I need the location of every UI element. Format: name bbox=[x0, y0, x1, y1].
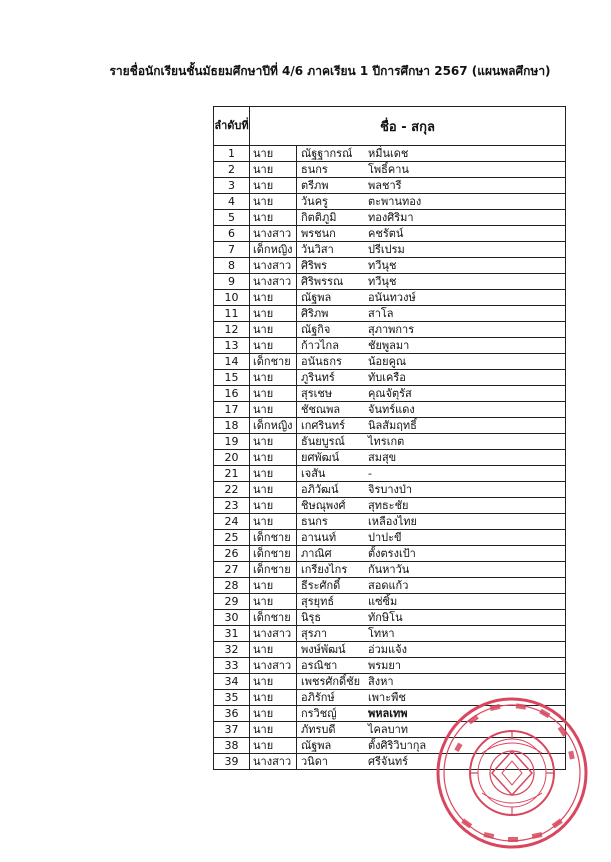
first-name: ยศพัฒน์ bbox=[301, 451, 340, 464]
first-name: อรณิชา bbox=[301, 659, 338, 672]
roster-body bbox=[214, 146, 566, 770]
table-row bbox=[214, 226, 566, 242]
last-name: จันทร์แดง bbox=[368, 403, 415, 416]
row-number: 24 bbox=[214, 514, 250, 530]
first-name: สุรเชษ bbox=[301, 387, 333, 400]
name-prefix: นาย bbox=[250, 370, 297, 386]
row-number: 7 bbox=[214, 242, 250, 258]
row-number: 21 bbox=[214, 466, 250, 482]
last-name: ทวีนุช bbox=[368, 275, 397, 288]
full-name-cell bbox=[297, 322, 566, 338]
row-number: 39 bbox=[214, 754, 250, 770]
full-name-cell bbox=[297, 274, 566, 290]
table-row bbox=[214, 178, 566, 194]
table-row bbox=[214, 434, 566, 450]
last-name: ทวีนุช bbox=[368, 259, 397, 272]
first-name: เพชรศักดิ์ชัย bbox=[301, 675, 361, 688]
table-row bbox=[214, 514, 566, 530]
row-number: 31 bbox=[214, 626, 250, 642]
first-name: เกศรินทร์ bbox=[301, 419, 345, 432]
last-name: สุทธะชัย bbox=[368, 499, 409, 512]
name-prefix: นาย bbox=[250, 402, 297, 418]
full-name-cell bbox=[297, 498, 566, 514]
full-name-cell bbox=[297, 370, 566, 386]
last-name: ชัยพูลมา bbox=[368, 339, 410, 352]
full-name-cell bbox=[297, 434, 566, 450]
name-prefix: นาย bbox=[250, 290, 297, 306]
name-prefix: เด็กหญิง bbox=[250, 242, 297, 258]
full-name-cell bbox=[297, 306, 566, 322]
last-name: เหลืองไทย bbox=[368, 515, 417, 528]
full-name-cell bbox=[297, 354, 566, 370]
last-name: คุณจัตุรัส bbox=[368, 387, 412, 400]
table-row bbox=[214, 658, 566, 674]
first-name: วันครู bbox=[301, 195, 328, 208]
last-name: พรมยา bbox=[368, 659, 402, 672]
full-name-cell bbox=[297, 626, 566, 642]
row-number: 28 bbox=[214, 578, 250, 594]
last-name: ศรีจันทร์ bbox=[368, 755, 409, 768]
last-name: - bbox=[368, 467, 372, 480]
last-name: สิงหา bbox=[368, 675, 394, 688]
name-prefix: นาย bbox=[250, 498, 297, 514]
first-name: ธีระศักดิ์ bbox=[301, 579, 341, 592]
name-prefix: นาย bbox=[250, 306, 297, 322]
last-name: ตะพานทอง bbox=[368, 195, 422, 208]
last-name: ไคลบาท bbox=[368, 723, 409, 736]
last-name: ปาปะขี bbox=[368, 531, 402, 544]
table-row bbox=[214, 386, 566, 402]
first-name: พรชนก bbox=[301, 227, 336, 240]
row-number: 17 bbox=[214, 402, 250, 418]
name-prefix: นาย bbox=[250, 594, 297, 610]
row-number: 35 bbox=[214, 690, 250, 706]
row-number: 2 bbox=[214, 162, 250, 178]
name-prefix: นาย bbox=[250, 642, 297, 658]
first-name: วันวิสา bbox=[301, 243, 334, 256]
first-name: พงษ์พัฒน์ bbox=[301, 643, 346, 656]
row-number: 33 bbox=[214, 658, 250, 674]
table-row bbox=[214, 402, 566, 418]
name-prefix: นางสาว bbox=[250, 754, 297, 770]
last-name: ทองศิริมา bbox=[368, 211, 414, 224]
row-number: 10 bbox=[214, 290, 250, 306]
last-name: ไทรเกต bbox=[368, 435, 405, 448]
full-name-cell bbox=[297, 642, 566, 658]
last-name: โทหา bbox=[368, 627, 395, 640]
row-number: 32 bbox=[214, 642, 250, 658]
last-name: สุภาพการ bbox=[368, 323, 415, 336]
row-number: 19 bbox=[214, 434, 250, 450]
first-name: ธันยบูรณ์ bbox=[301, 435, 345, 448]
row-number: 1 bbox=[214, 146, 250, 162]
first-name: ณัฐพล bbox=[301, 739, 332, 752]
row-number: 18 bbox=[214, 418, 250, 434]
row-number: 5 bbox=[214, 210, 250, 226]
last-name: ตั้งตรงเป้า bbox=[368, 547, 416, 560]
row-number: 22 bbox=[214, 482, 250, 498]
first-name: ภูรินทร์ bbox=[301, 371, 335, 384]
name-prefix: นาย bbox=[250, 690, 297, 706]
full-name-cell bbox=[297, 402, 566, 418]
full-name-cell bbox=[297, 242, 566, 258]
row-number: 15 bbox=[214, 370, 250, 386]
full-name-cell bbox=[297, 258, 566, 274]
table-row bbox=[214, 370, 566, 386]
name-prefix: นางสาว bbox=[250, 626, 297, 642]
row-number: 37 bbox=[214, 722, 250, 738]
first-name: ชัชณพล bbox=[301, 403, 341, 416]
first-name: ภัทรบดี bbox=[301, 723, 336, 736]
first-name: เกรียงไกร bbox=[301, 563, 348, 576]
row-number: 23 bbox=[214, 498, 250, 514]
student-roster-table bbox=[213, 106, 566, 770]
full-name-cell bbox=[297, 466, 566, 482]
name-prefix: นาย bbox=[250, 450, 297, 466]
table-row bbox=[214, 258, 566, 274]
last-name: กันหาวัน bbox=[368, 563, 410, 576]
name-prefix: นาย bbox=[250, 162, 297, 178]
row-number: 26 bbox=[214, 546, 250, 562]
row-number: 4 bbox=[214, 194, 250, 210]
first-name: สุรยุทธ์ bbox=[301, 595, 335, 608]
table-row bbox=[214, 210, 566, 226]
first-name: ณัฐกิจ bbox=[301, 323, 331, 336]
table-row bbox=[214, 322, 566, 338]
first-name: อนันธกร bbox=[301, 355, 342, 368]
name-prefix: นาย bbox=[250, 386, 297, 402]
first-name: ธนกร bbox=[301, 515, 328, 528]
full-name-cell bbox=[297, 514, 566, 530]
last-name: สอดแก้ว bbox=[368, 579, 409, 592]
table-row bbox=[214, 610, 566, 626]
name-prefix: เด็กชาย bbox=[250, 354, 297, 370]
last-name: สาโล bbox=[368, 307, 394, 320]
row-number: 13 bbox=[214, 338, 250, 354]
table-row bbox=[214, 354, 566, 370]
table-row bbox=[214, 498, 566, 514]
name-prefix: นาย bbox=[250, 178, 297, 194]
row-number: 3 bbox=[214, 178, 250, 194]
last-name: จิรบางป่า bbox=[368, 483, 413, 496]
last-name: ตั้งศิริวิบากุล bbox=[368, 739, 427, 752]
name-prefix: นาย bbox=[250, 706, 297, 722]
row-number: 11 bbox=[214, 306, 250, 322]
first-name: วนิดา bbox=[301, 755, 329, 768]
first-name: ชิษณุพงศ์ bbox=[301, 499, 346, 512]
name-prefix: นาย bbox=[250, 674, 297, 690]
full-name-cell bbox=[297, 162, 566, 178]
name-prefix: เด็กหญิง bbox=[250, 418, 297, 434]
row-number: 9 bbox=[214, 274, 250, 290]
full-name-cell bbox=[297, 530, 566, 546]
first-name: ภาณิศ bbox=[301, 547, 332, 560]
full-name-cell bbox=[297, 178, 566, 194]
first-name: ตรีภพ bbox=[301, 179, 329, 192]
full-name-cell bbox=[297, 386, 566, 402]
full-name-cell bbox=[297, 226, 566, 242]
name-prefix: นาย bbox=[250, 194, 297, 210]
first-name: ศิริภพ bbox=[301, 307, 329, 320]
first-name: ก้าวไกล bbox=[301, 339, 339, 352]
full-name-cell bbox=[297, 146, 566, 162]
first-name: เจสัน bbox=[301, 467, 326, 480]
last-name: โพธิ์คาน bbox=[368, 163, 409, 176]
full-name-cell bbox=[297, 610, 566, 626]
name-prefix: นาย bbox=[250, 514, 297, 530]
row-number: 20 bbox=[214, 450, 250, 466]
first-name: กรวิชญ์ bbox=[301, 707, 337, 720]
row-number: 14 bbox=[214, 354, 250, 370]
last-name: เพาะพืช bbox=[368, 691, 406, 704]
first-name: สุรภา bbox=[301, 627, 328, 640]
name-prefix: เด็กชาย bbox=[250, 546, 297, 562]
name-prefix: เด็กชาย bbox=[250, 562, 297, 578]
full-name-cell bbox=[297, 418, 566, 434]
last-name: ทักษิโน bbox=[368, 611, 403, 624]
full-name-cell bbox=[297, 578, 566, 594]
table-row bbox=[214, 594, 566, 610]
row-number: 36 bbox=[214, 706, 250, 722]
name-prefix: นาย bbox=[250, 482, 297, 498]
first-name: อานนท์ bbox=[301, 531, 337, 544]
full-name-cell bbox=[297, 450, 566, 466]
full-name-cell bbox=[297, 210, 566, 226]
table-row bbox=[214, 642, 566, 658]
first-name: ศิริพรรณ bbox=[301, 275, 344, 288]
last-name: สมสุข bbox=[368, 451, 397, 464]
name-prefix: นางสาว bbox=[250, 258, 297, 274]
last-name: พลชารี bbox=[368, 179, 402, 192]
last-name: อนันทวงษ์ bbox=[368, 291, 416, 304]
table-row bbox=[214, 242, 566, 258]
name-prefix: นาย bbox=[250, 738, 297, 754]
last-name: น้อยคูณ bbox=[368, 355, 407, 368]
name-prefix: นาย bbox=[250, 722, 297, 738]
table-row bbox=[214, 290, 566, 306]
table-row bbox=[214, 146, 566, 162]
full-name-cell bbox=[297, 482, 566, 498]
name-prefix: นาย bbox=[250, 466, 297, 482]
table-row bbox=[214, 578, 566, 594]
first-name: ณัฐฐากรณ์ bbox=[301, 147, 353, 160]
row-number: 27 bbox=[214, 562, 250, 578]
full-name-cell bbox=[297, 658, 566, 674]
row-number: 16 bbox=[214, 386, 250, 402]
school-seal-stamp bbox=[432, 693, 592, 853]
table-row bbox=[214, 338, 566, 354]
name-prefix: นาย bbox=[250, 210, 297, 226]
full-name-cell bbox=[297, 674, 566, 690]
table-row bbox=[214, 482, 566, 498]
table-row bbox=[214, 274, 566, 290]
name-prefix: เด็กชาย bbox=[250, 610, 297, 626]
row-number: 8 bbox=[214, 258, 250, 274]
full-name-cell bbox=[297, 194, 566, 210]
page-title: รายชื่อนักเรียนชั้นมัธยมศึกษาปีที่ 4/6 ภาคเรียน 1 ปีการศึกษา 2567 (แผนพลศึกษา) bbox=[109, 64, 551, 78]
table-row bbox=[214, 194, 566, 210]
first-name: อภิรักษ์ bbox=[301, 691, 335, 704]
last-name: หมื่นเดช bbox=[368, 147, 409, 160]
table-row bbox=[214, 306, 566, 322]
row-number: 30 bbox=[214, 610, 250, 626]
last-name: ปรีเปรม bbox=[368, 243, 405, 256]
last-name: นิลสัมฤทธิ์ bbox=[368, 419, 417, 432]
name-prefix: นาย bbox=[250, 338, 297, 354]
last-name: พหลเทพ bbox=[368, 707, 408, 720]
full-name-cell bbox=[297, 338, 566, 354]
name-prefix: เด็กชาย bbox=[250, 530, 297, 546]
first-name: อภิวัฒน์ bbox=[301, 483, 339, 496]
last-name: แซ่ซิ้ม bbox=[368, 595, 398, 608]
first-name: นิรุธ bbox=[301, 611, 322, 624]
full-name-cell bbox=[297, 594, 566, 610]
row-number: 34 bbox=[214, 674, 250, 690]
table-row bbox=[214, 546, 566, 562]
column-header-name: ชื่อ - สกุล bbox=[250, 107, 566, 146]
full-name-cell bbox=[297, 290, 566, 306]
table-row bbox=[214, 162, 566, 178]
row-number: 6 bbox=[214, 226, 250, 242]
name-prefix: นาย bbox=[250, 434, 297, 450]
name-prefix: นางสาว bbox=[250, 226, 297, 242]
row-number: 38 bbox=[214, 738, 250, 754]
name-prefix: นาย bbox=[250, 146, 297, 162]
full-name-cell bbox=[297, 546, 566, 562]
column-header-number: ลำดับที่ bbox=[214, 107, 250, 146]
table-row bbox=[214, 530, 566, 546]
table-row bbox=[214, 466, 566, 482]
last-name: ทับเครือ bbox=[368, 371, 406, 384]
first-name: ณัฐพล bbox=[301, 291, 332, 304]
name-prefix: นาย bbox=[250, 322, 297, 338]
row-number: 12 bbox=[214, 322, 250, 338]
table-row bbox=[214, 626, 566, 642]
full-name-cell bbox=[297, 562, 566, 578]
first-name: ธนกร bbox=[301, 163, 328, 176]
table-row bbox=[214, 418, 566, 434]
last-name: อ่วมแจ้ง bbox=[368, 643, 407, 656]
first-name: กิตติภูมิ bbox=[301, 211, 337, 224]
table-row bbox=[214, 562, 566, 578]
row-number: 29 bbox=[214, 594, 250, 610]
row-number: 25 bbox=[214, 530, 250, 546]
name-prefix: นางสาว bbox=[250, 658, 297, 674]
table-row bbox=[214, 450, 566, 466]
first-name: ศิริพร bbox=[301, 259, 328, 272]
last-name: คชรัตน์ bbox=[368, 227, 404, 240]
name-prefix: นาย bbox=[250, 578, 297, 594]
table-row bbox=[214, 674, 566, 690]
name-prefix: นางสาว bbox=[250, 274, 297, 290]
